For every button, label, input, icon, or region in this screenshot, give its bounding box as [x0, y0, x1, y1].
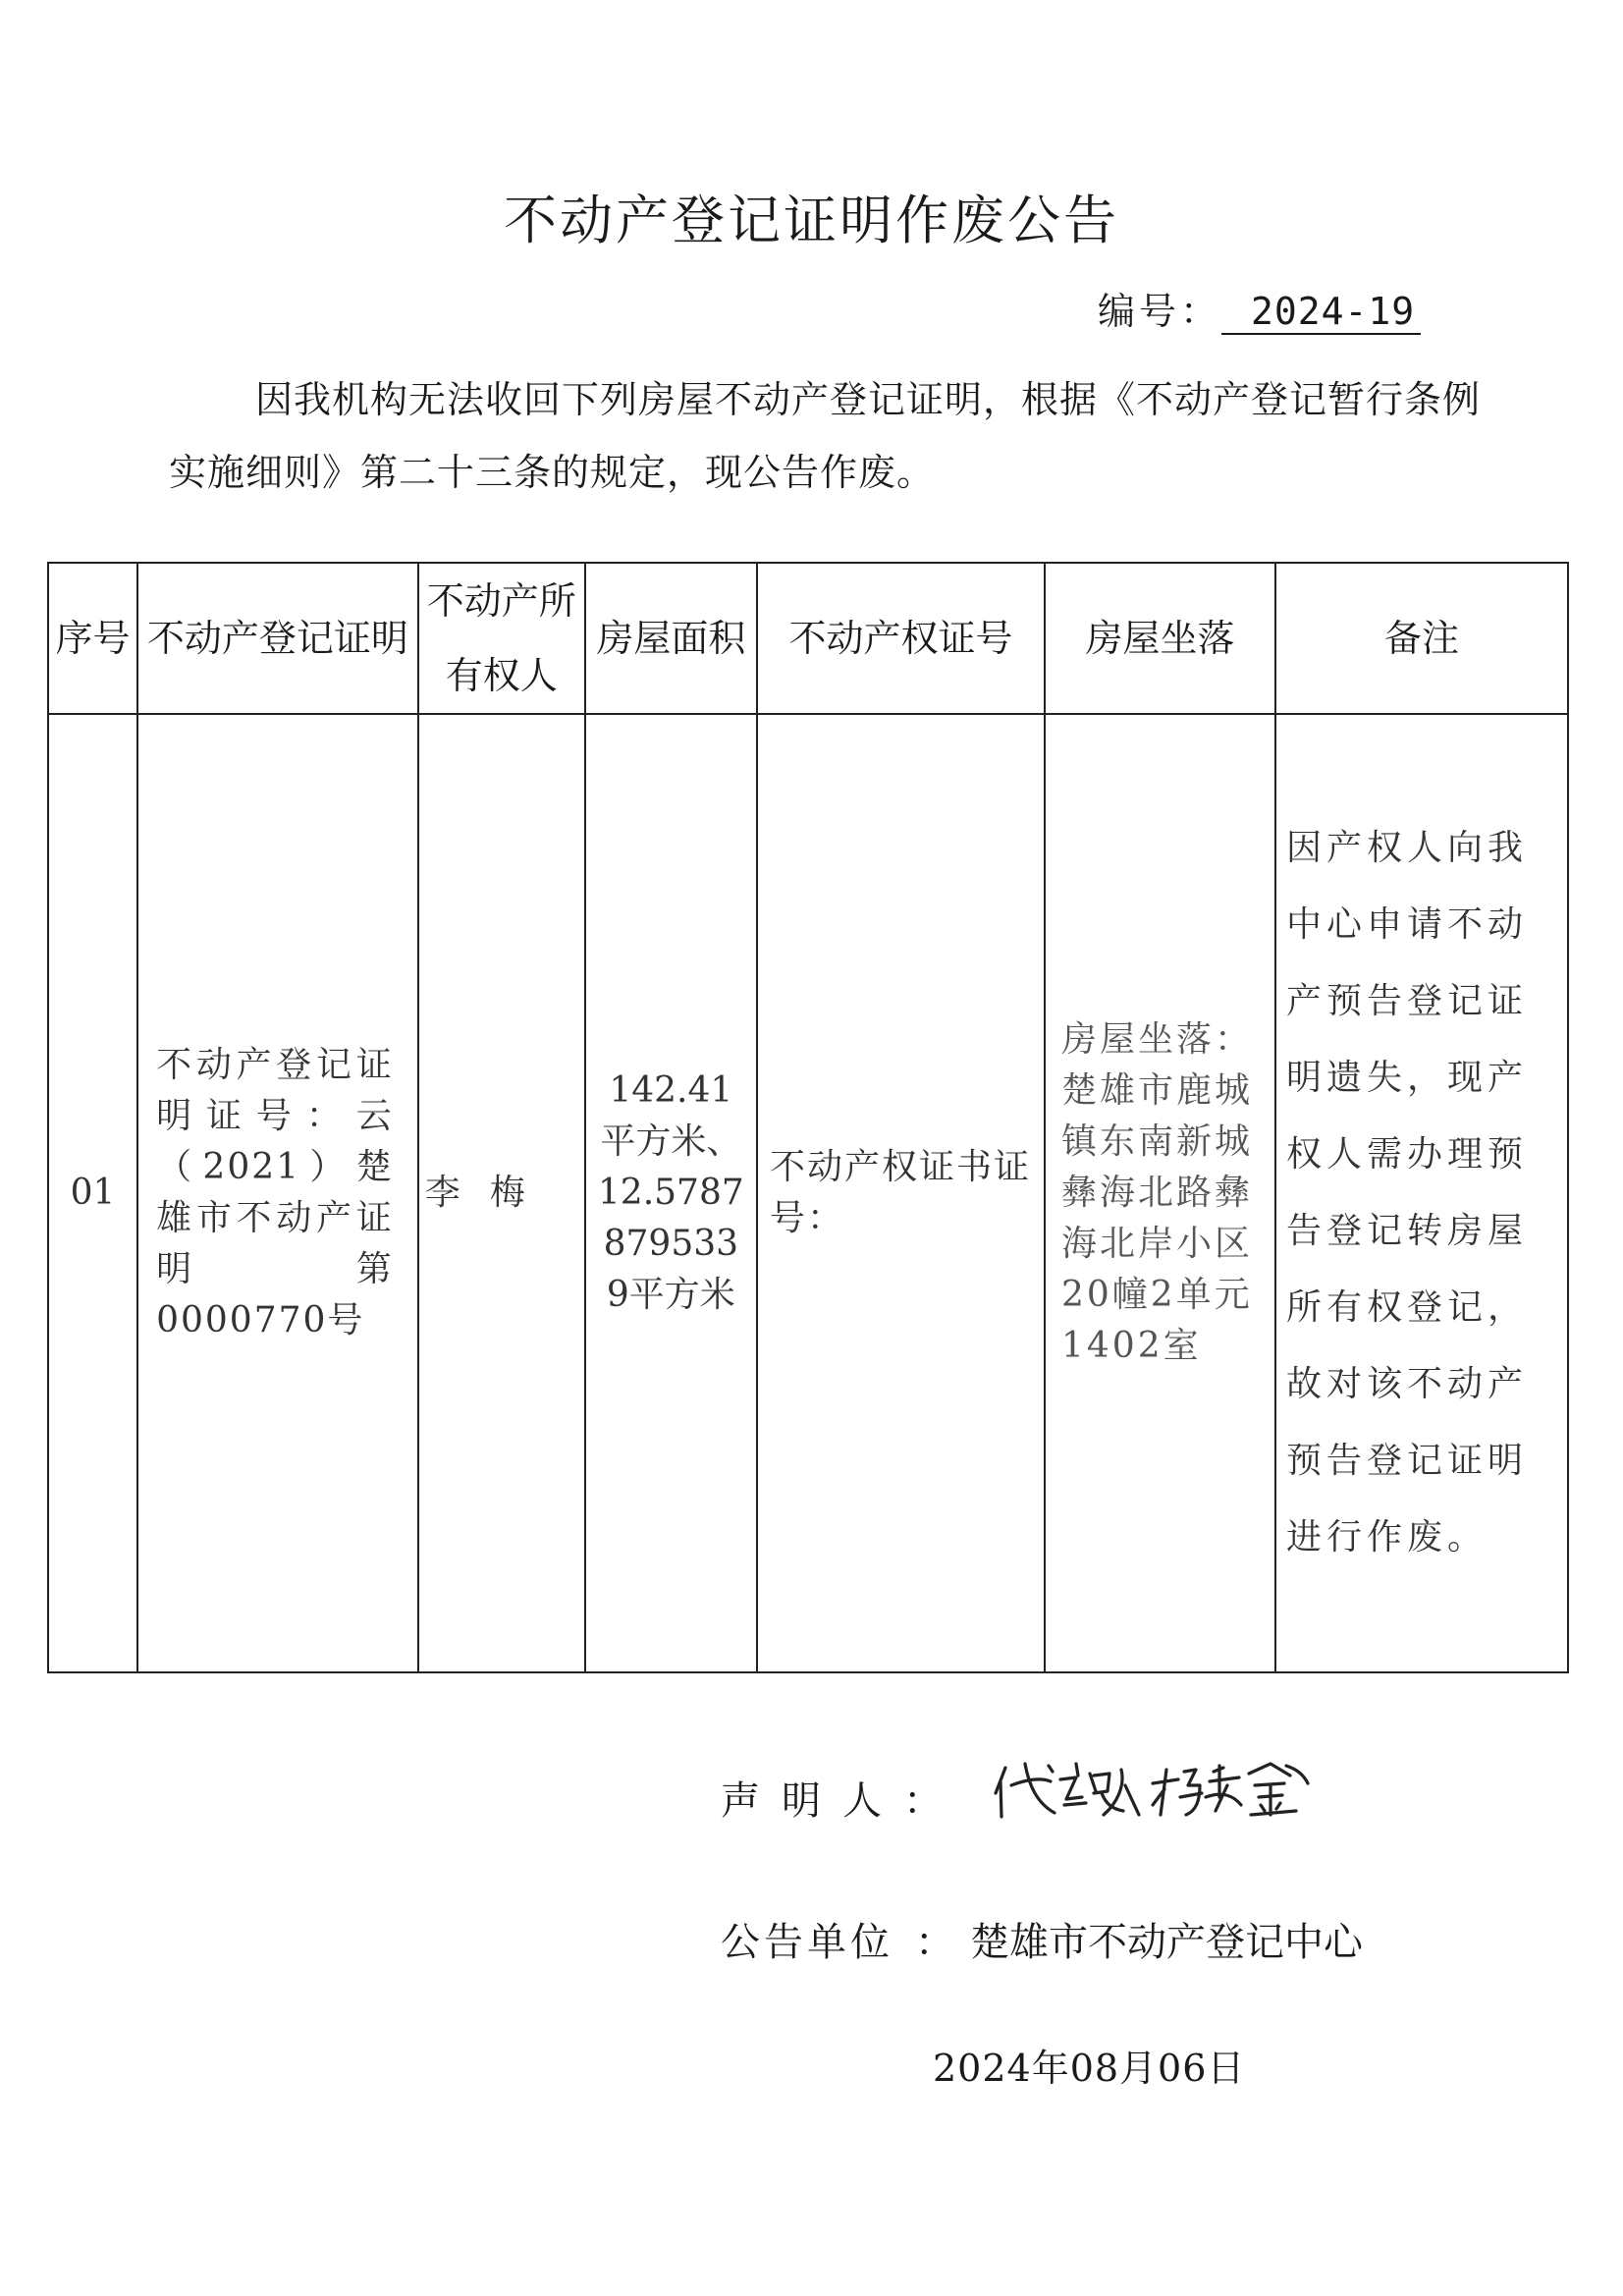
certificate-text: 不动产登记证明证号：云（2021）楚雄市不动产证明第0000770号 [156, 1045, 394, 1340]
cell-owner [418, 714, 585, 1672]
document-number-value: 2024-19 [1221, 290, 1421, 335]
header-cert-number: 不动产权证号 [757, 563, 1045, 714]
location-text: 房屋坐落：楚雄市鹿城镇东南新城彝海北路彝海北岸小区20幢2单元1402室 [1060, 1019, 1253, 1366]
declarant-colon: ： [903, 1778, 943, 1824]
table-row [48, 714, 1568, 1672]
issuer-label: 公告单位 [721, 1920, 893, 1965]
area-text: 142.41平方米、12.57878795339平方米 [597, 1070, 744, 1315]
header-owner: 不动产所有权人 [418, 563, 585, 714]
header-location: 房屋坐落 [1045, 563, 1275, 714]
header-area: 房屋面积 [585, 563, 757, 714]
handwritten-signature [992, 1746, 1316, 1825]
header-seq: 序号 [48, 563, 137, 714]
header-certificate: 不动产登记证明 [137, 563, 418, 714]
cell-note [1275, 714, 1568, 1672]
issuer-colon: ： [915, 1920, 954, 1965]
table-header-row [48, 563, 1568, 714]
cell-location [1045, 714, 1275, 1672]
note-text: 因产权人向我中心申请不动产预告登记证明遗失，现产权人需办理预告登记转房屋所有权登记，故对该不动产预告登记证明进行作废。 [1286, 828, 1529, 1558]
certificate-table [47, 562, 1569, 1673]
announcement-date: 2024年08月06日 [933, 2047, 1246, 2090]
cert-number-text: 不动产权证书证号： [769, 1147, 1031, 1238]
issuer-name: 楚雄市不动产登记中心 [970, 1920, 1363, 1965]
owner-name: 李梅 [424, 1173, 555, 1213]
cell-cert-number [757, 714, 1045, 1672]
declarant-line [721, 1770, 943, 1826]
header-note: 备注 [1275, 563, 1568, 714]
declarant-label: 声明人 [721, 1778, 903, 1824]
cell-seq: 01 [48, 714, 137, 1672]
document-number-label: 编号： [1098, 290, 1222, 333]
intro-paragraph: 因我机构无法收回下列房屋不动产登记证明，根据《不动产登记暂行条例实施细则》第二十三条的规定，现公告作废。 [169, 378, 1482, 494]
issuer-line [721, 1911, 1363, 1967]
cell-area [585, 714, 757, 1672]
page-title: 不动产登记证明作废公告 [504, 190, 1119, 251]
cell-certificate [137, 714, 418, 1672]
document-number [1098, 281, 1421, 335]
